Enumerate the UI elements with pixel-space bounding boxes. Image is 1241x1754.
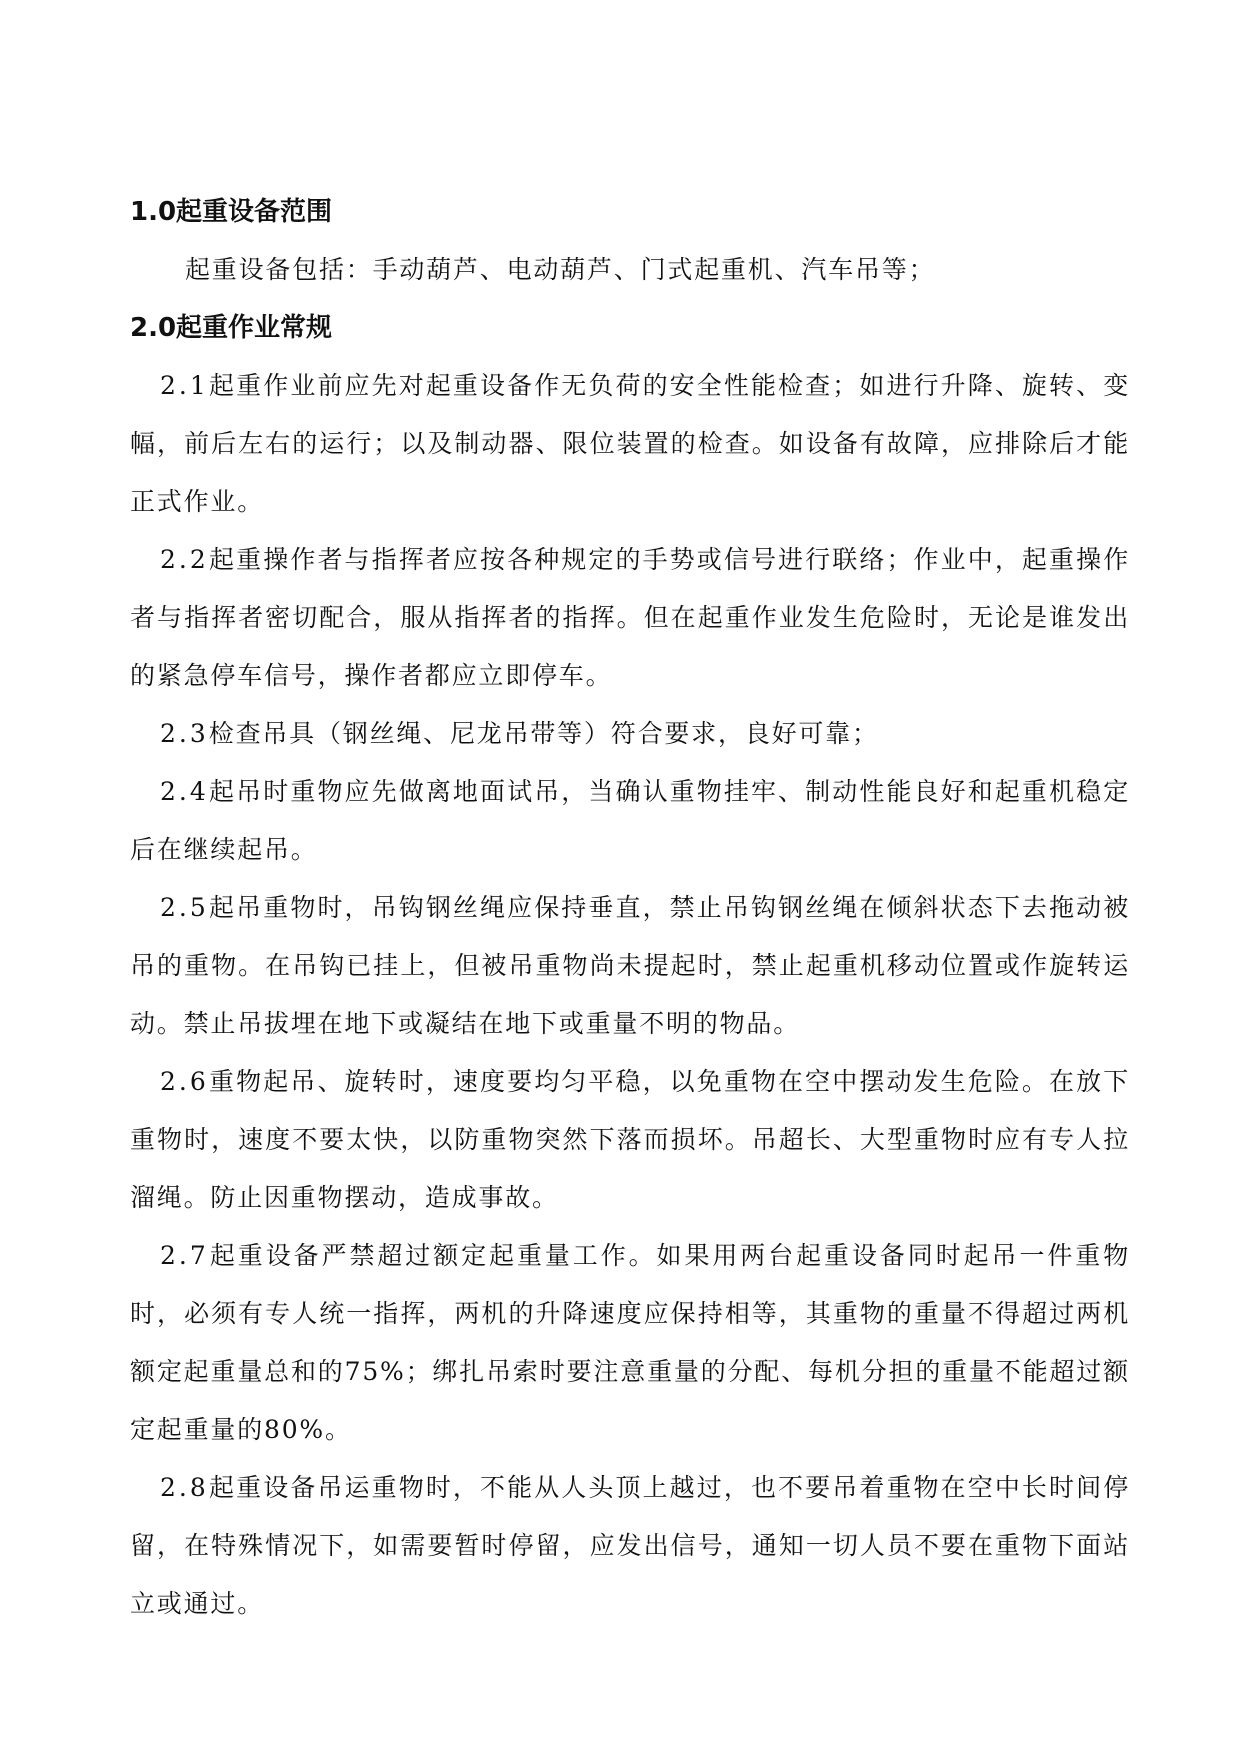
clause-2-3 (130, 705, 1130, 763)
clause-text: 起重设备吊运重物时，不能从人头顶上越过，也不要吊着重物在空中长时间停留，在特殊情况下，如需要暂时停留，应发出信号，通知一切人员不要在重物下面站立或通过。 (130, 1473, 1130, 1618)
clause-text: 起重设备严禁超过额定起重量工作。如果用两台起重设备同时起吊一件重物时，必须有专人统一指挥，两机的升降速度应保持相等，其重物的重量不得超过两机额定起重量总和的75%；绑扎吊索时要注意重量的分配、每机分担的重量不能超过额定起重量的80%。 (130, 1241, 1130, 1444)
clause-number: 2.6 (160, 1067, 209, 1096)
clause-text: 重物起吊、旋转时，速度要均匀平稳，以免重物在空中摆动发生危险。在放下重物时，速度不要太快，以防重物突然下落而损坏。吊超长、大型重物时应有专人拉溜绳。防止因重物摆动，造成事故。 (130, 1067, 1130, 1212)
clause-2-8 (130, 1459, 1130, 1633)
document-body (130, 183, 1130, 1633)
clause-text: 检查吊具（钢丝绳、尼龙吊带等）符合要求，良好可靠； (208, 719, 879, 748)
clause-2-6 (130, 1053, 1130, 1227)
clause-number: 2.1 (160, 371, 209, 400)
clause-2-4 (130, 763, 1130, 879)
clause-2-7 (130, 1227, 1130, 1459)
clause-number: 2.3 (160, 719, 209, 748)
clause-text: 起吊时重物应先做离地面试吊，当确认重物挂牢、制动性能良好和起重机稳定后在继续起吊。 (130, 777, 1130, 864)
clause-number: 2.8 (160, 1473, 209, 1502)
clause-number: 2.4 (160, 777, 209, 806)
clause-2-2 (130, 531, 1130, 705)
clause-number: 2.2 (160, 545, 209, 574)
clause-number: 2.7 (160, 1241, 209, 1270)
section-1-paragraph: 起重设备包括：手动葫芦、电动葫芦、门式起重机、汽车吊等； (185, 255, 936, 284)
section-heading-2: 2.0起重作业常规 (130, 313, 333, 343)
clause-2-5 (130, 879, 1130, 1053)
section-heading-1: 1.0起重设备范围 (130, 197, 333, 227)
clause-text: 起重作业前应先对起重设备作无负荷的安全性能检查；如进行升降、旋转、变幅，前后左右的运行；以及制动器、限位装置的检查。如设备有故障，应排除后才能正式作业。 (130, 371, 1130, 516)
clause-number: 2.5 (160, 893, 209, 922)
clause-text: 起吊重物时，吊钩钢丝绳应保持垂直，禁止吊钩钢丝绳在倾斜状态下去拖动被吊的重物。在吊钩已挂上，但被吊重物尚未提起时，禁止起重机移动位置或作旋转运动。禁止吊拔埋在地下或凝结在地下或重量不明的物品。 (130, 893, 1130, 1038)
clause-text: 起重操作者与指挥者应按各种规定的手势或信号进行联络；作业中，起重操作者与指挥者密切配合，服从指挥者的指挥。但在起重作业发生危险时，无论是谁发出的紧急停车信号，操作者都应立即停车。 (130, 545, 1130, 690)
clause-2-1 (130, 357, 1130, 531)
